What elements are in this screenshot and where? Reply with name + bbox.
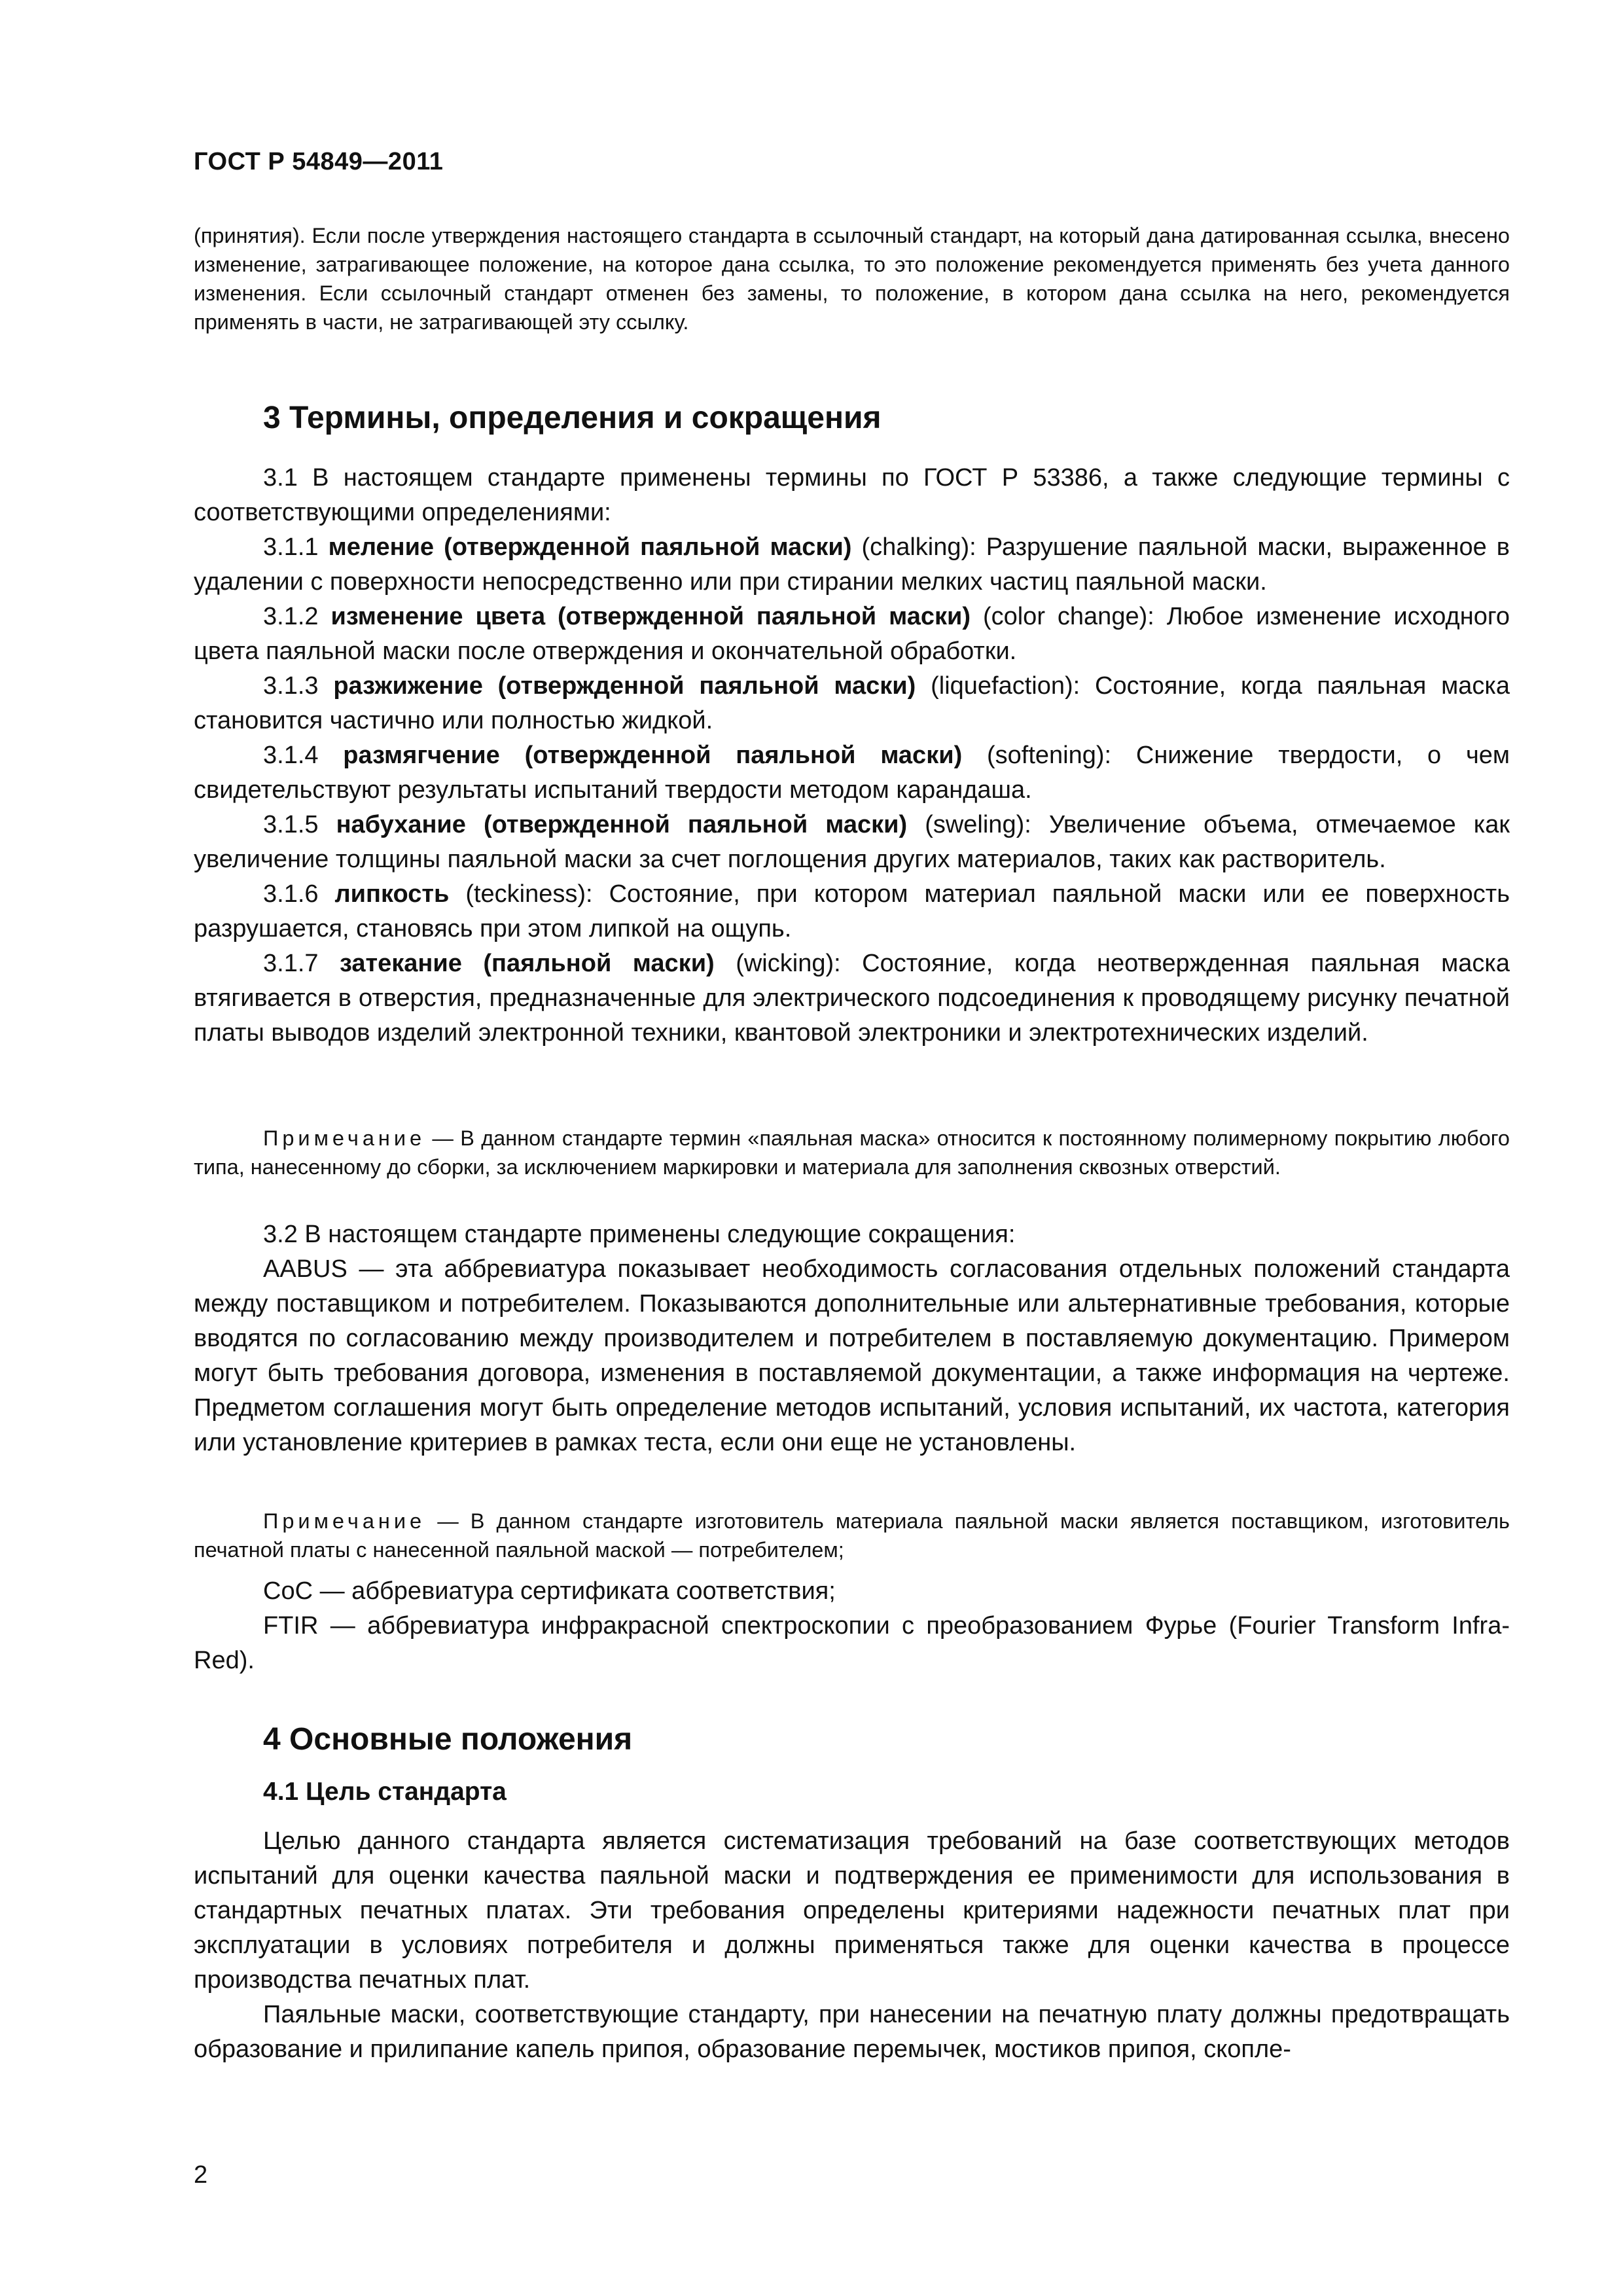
section-3-title: 3 Термины, определения и сокращения bbox=[263, 401, 882, 435]
document-header: ГОСТ Р 54849—2011 bbox=[194, 148, 444, 175]
term-definition: (softening): Снижение твердости, о чем свидетельствуют результаты испытаний твердости методом карандаша. bbox=[194, 742, 1510, 804]
term-number: 3.1.7 bbox=[263, 950, 340, 977]
intro-paragraph: (принятия). Если после утверждения настоящего стандарта в ссылочный стандарт, на который дана датированная ссылка, внесено изменение, затрагивающее положение, на которое дана ссылка, то это положение рекомендуется применять без учета данного изменения. Если ссылочный стандарт отменен без замены, то положение, в котором дана ссылка на него, рекомендуется применять в части, не затрагивающей эту ссылку. bbox=[194, 224, 1510, 334]
term-definition: (wicking): Состояние, когда неотвержденная паяльная маска втягивается в отверстия, предназначенные для электрического подсоединения к проводящему рисунку печатной платы выводов изделий электронной техники, квантовой электроники и электротехнических изделий. bbox=[194, 950, 1510, 1047]
term-definition: (color change): Любое изменение исходного цвета паяльной маски после отверждения и окончательной обработки. bbox=[194, 603, 1510, 665]
term-definition: (chalking): Разрушение паяльной маски, выраженное в удалении с поверхности непосредственно или при стирании мелких частиц паяльной маски. bbox=[194, 533, 1510, 596]
term-3-1-5 bbox=[194, 808, 1510, 877]
term-definition: (liquefaction): Состояние, когда паяльная маска становится частично или полностью жидкой. bbox=[194, 672, 1510, 734]
term-3-1-1 bbox=[194, 530, 1510, 600]
note-label: Примечание bbox=[263, 1126, 426, 1150]
paragraph-3-2: 3.2 В настоящем стандарте применены следующие сокращения: bbox=[263, 1221, 1016, 1248]
term-3-1-7 bbox=[194, 946, 1510, 1050]
note-2 bbox=[194, 1507, 1510, 1564]
abbreviations-block bbox=[194, 1217, 1510, 1460]
abbreviation-aabus: AABUS — эта аббревиатура показывает необходимость согласования отдельных положений стандарта между поставщиком и потребителем. Показываются дополнительные или альтернативные требования, которые вводятся по согласованию между производителем и потребителем в поставляемую документацию. Примером могут быть требования договора, изменения в поставляемой документации, а также информация на чертеже. Предметом соглашения могут быть определение методов испытаний, условия испытаний, их частота, категория или установление критериев в рамках теста, если они еще не установлены. bbox=[194, 1255, 1510, 1456]
term-3-1-3 bbox=[194, 669, 1510, 738]
abbreviation-ftir: FTIR — аббревиатура инфракрасной спектроскопии с преобразованием Фурье (Fourier Transform Infra-Red). bbox=[194, 1612, 1510, 1674]
term-name: разжижение (отвержденной паяльной маски) bbox=[333, 672, 916, 700]
section-3-body bbox=[194, 461, 1510, 1050]
term-3-1-2 bbox=[194, 600, 1510, 669]
term-3-1-4 bbox=[194, 738, 1510, 808]
term-3-1-6 bbox=[194, 877, 1510, 946]
term-name: меление (отвержденной паяльной маски) bbox=[328, 533, 852, 561]
term-name: размягчение (отвержденной паяльной маски) bbox=[343, 742, 963, 769]
abbreviation-coc: CoC — аббревиатура сертификата соответствия; bbox=[263, 1577, 836, 1605]
section-4-title: 4 Основные положения bbox=[263, 1722, 633, 1757]
page-number: 2 bbox=[194, 2161, 208, 2189]
note-text: — В данном стандарте термин «паяльная маска» относится к постоянному полимерному покрытию любого типа, нанесенному до сборки, за исключением маркировки и материала для заполнения сквозных отверстий. bbox=[194, 1126, 1510, 1179]
term-number: 3.1.1 bbox=[263, 533, 329, 561]
term-number: 3.1.2 bbox=[263, 603, 331, 630]
term-name: изменение цвета (отвержденной паяльной маски) bbox=[330, 603, 971, 630]
term-number: 3.1.3 bbox=[263, 672, 334, 700]
term-definition: (teckiness): Состояние, при котором материал паяльной маски или ее поверхность разрушается, становясь при этом липкой на ощупь. bbox=[194, 880, 1510, 942]
section-4-body bbox=[194, 1824, 1510, 2067]
note-label: Примечание bbox=[263, 1509, 426, 1533]
term-name: липкость bbox=[334, 880, 450, 908]
note-1 bbox=[194, 1124, 1510, 1181]
abbreviations-tail bbox=[194, 1574, 1510, 1678]
term-number: 3.1.6 bbox=[263, 880, 335, 908]
note-text: — В данном стандарте изготовитель материала паяльной маски является поставщиком, изготовитель печатной платы с нанесенной паяльной маской — потребителем; bbox=[194, 1509, 1510, 1562]
paragraph-3-1: 3.1 В настоящем стандарте применены термины по ГОСТ Р 53386, а также следующие термины с соответствующими определениями: bbox=[194, 464, 1510, 526]
paragraph-4-1-a: Целью данного стандарта является систематизация требований на базе соответствующих методов испытаний для оценки качества паяльной маски и подтверждения ее применимости для использования в стандартных печатных платах. Эти требования определены критериями надежности печатных плат при эксплуатации в условиях потребителя и должны применяться также для оценки качества в процессе производства печатных плат. bbox=[194, 1827, 1510, 1994]
term-number: 3.1.4 bbox=[263, 742, 344, 769]
term-name: набухание (отвержденной паяльной маски) bbox=[336, 811, 908, 838]
subsection-4-1-title: 4.1 Цель стандарта bbox=[263, 1778, 507, 1806]
term-name: затекание (паяльной маски) bbox=[340, 950, 715, 977]
paragraph-4-1-b: Паяльные маски, соответствующие стандарту, при нанесении на печатную плату должны предотвращать образование и прилипание капель припоя, образование перемычек, мостиков припоя, скопле- bbox=[194, 2001, 1510, 2063]
term-number: 3.1.5 bbox=[263, 811, 336, 838]
term-definition: (sweling): Увеличение объема, отмечаемое как увеличение толщины паяльной маски за счет поглощения других материалов, таких как растворитель. bbox=[194, 811, 1510, 873]
